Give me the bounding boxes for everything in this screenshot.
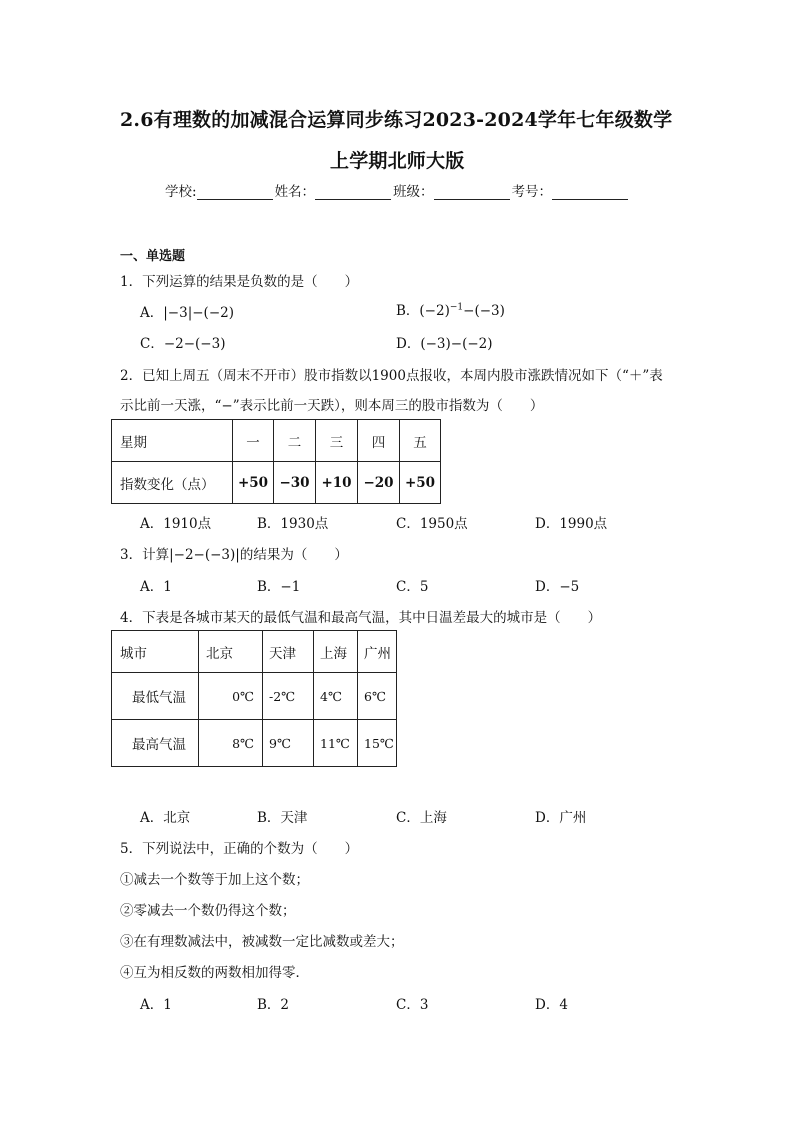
table-cell: +10 <box>316 462 358 504</box>
table-cell: 4℃ <box>314 673 358 720</box>
q5-option-c: C．3 <box>396 997 429 1013</box>
table-cell: 9℃ <box>263 720 314 767</box>
q1-option-b <box>396 299 505 319</box>
q2-option-d: D．1990点 <box>535 516 608 532</box>
table-cell: +50 <box>233 462 274 504</box>
q4-option-d: D．广州 <box>535 810 587 826</box>
q2-stem-line1: 2．已知上周五（周末不开市）股市指数以1900点报收，本周内股市涨跌情况如下（“＋”表 <box>120 368 663 384</box>
table-row <box>112 720 397 767</box>
q4-option-b: B．天津 <box>257 810 308 826</box>
q3-option-d: D．−5 <box>535 579 580 595</box>
name-blank[interactable] <box>315 185 391 200</box>
q1-option-b-base: B．(−2) <box>396 303 450 319</box>
table-row <box>112 673 397 720</box>
stock-index-table <box>111 419 441 504</box>
table-cell: 6℃ <box>358 673 397 720</box>
page-title-line2: 上学期北师大版 <box>330 150 465 172</box>
number-blank[interactable] <box>552 185 628 200</box>
temperature-table <box>111 630 397 767</box>
table-cell: 最高气温 <box>112 720 199 767</box>
table-cell: 星期 <box>112 420 233 462</box>
q1-option-d: D．(−3)−(−2) <box>396 336 493 352</box>
q5-option-b: B．2 <box>257 997 290 1013</box>
table-cell: 11℃ <box>314 720 358 767</box>
table-cell: +50 <box>400 462 441 504</box>
q1-stem: 1．下列运算的结果是负数的是（ ） <box>120 274 359 290</box>
page-title-line1: 2.6有理数的加减混合运算同步练习2023-2024学年七年级数学 <box>120 109 673 131</box>
q1-option-b-exponent: −1 <box>449 302 464 313</box>
school-label: 学校: <box>165 184 197 200</box>
table-cell: 四 <box>358 420 400 462</box>
q1-option-c: C．−2−(−3) <box>140 336 226 352</box>
q1-option-a: A．|−3|−(−2) <box>140 305 234 321</box>
q5-statement-1: ①减去一个数等于加上这个数； <box>120 872 309 888</box>
q2-option-b: B．1930点 <box>257 516 329 532</box>
table-row <box>112 420 441 462</box>
q4-stem: 4．下表是各城市某天的最低气温和最高气温，其中日温差最大的城市是（ ） <box>120 610 602 626</box>
q5-stem: 5．下列说法中，正确的个数为（ ） <box>120 841 359 857</box>
school-blank[interactable] <box>197 185 273 200</box>
table-cell: 8℃ <box>199 720 263 767</box>
table-cell: 五 <box>400 420 441 462</box>
table-cell: −30 <box>274 462 316 504</box>
table-cell: 15℃ <box>358 720 397 767</box>
table-cell: 三 <box>316 420 358 462</box>
class-label: 班级： <box>393 184 434 200</box>
table-row <box>112 462 441 504</box>
q4-option-c: C．上海 <box>396 810 447 826</box>
table-cell: 一 <box>233 420 274 462</box>
table-cell: 指数变化（点） <box>112 462 233 504</box>
q5-option-d: D．4 <box>535 997 568 1013</box>
q4-option-a: A．北京 <box>140 810 191 826</box>
table-cell: 二 <box>274 420 316 462</box>
q2-stem-line2: 示比前一天涨，“−”表示比前一天跌），则本周三的股市指数为（ ） <box>120 398 544 414</box>
table-cell: 上海 <box>314 631 358 673</box>
name-label: 姓名： <box>274 184 316 200</box>
table-row <box>112 631 397 673</box>
table-cell: −20 <box>358 462 400 504</box>
table-cell: 最低气温 <box>112 673 199 720</box>
q3-stem: 3．计算|−2−(−3)|的结果为（ ） <box>120 547 348 563</box>
q3-option-b: B．−1 <box>257 579 301 595</box>
q3-option-a: A．1 <box>140 579 172 595</box>
q5-statement-4: ④互为相反数的两数相加得零． <box>120 965 309 981</box>
number-label: 考号： <box>511 184 553 200</box>
table-cell: -2℃ <box>263 673 314 720</box>
class-blank[interactable] <box>434 185 510 200</box>
table-cell: 北京 <box>199 631 263 673</box>
q5-statement-2: ②零减去一个数仍得这个数； <box>120 903 296 919</box>
q2-option-c: C．1950点 <box>396 516 468 532</box>
table-cell: 广州 <box>358 631 397 673</box>
table-cell: 0℃ <box>199 673 263 720</box>
section-heading: 一、单选题 <box>120 249 186 264</box>
table-cell: 城市 <box>112 631 199 673</box>
q2-option-a: A．1910点 <box>140 516 212 532</box>
table-cell: 天津 <box>263 631 314 673</box>
q1-option-b-rest: −(−3) <box>463 303 505 319</box>
q5-statement-3: ③在有理数减法中，被减数一定比减数或差大； <box>120 934 404 950</box>
student-info-line <box>165 180 630 200</box>
q5-option-a: A．1 <box>140 997 172 1013</box>
q3-option-c: C．5 <box>396 579 429 595</box>
